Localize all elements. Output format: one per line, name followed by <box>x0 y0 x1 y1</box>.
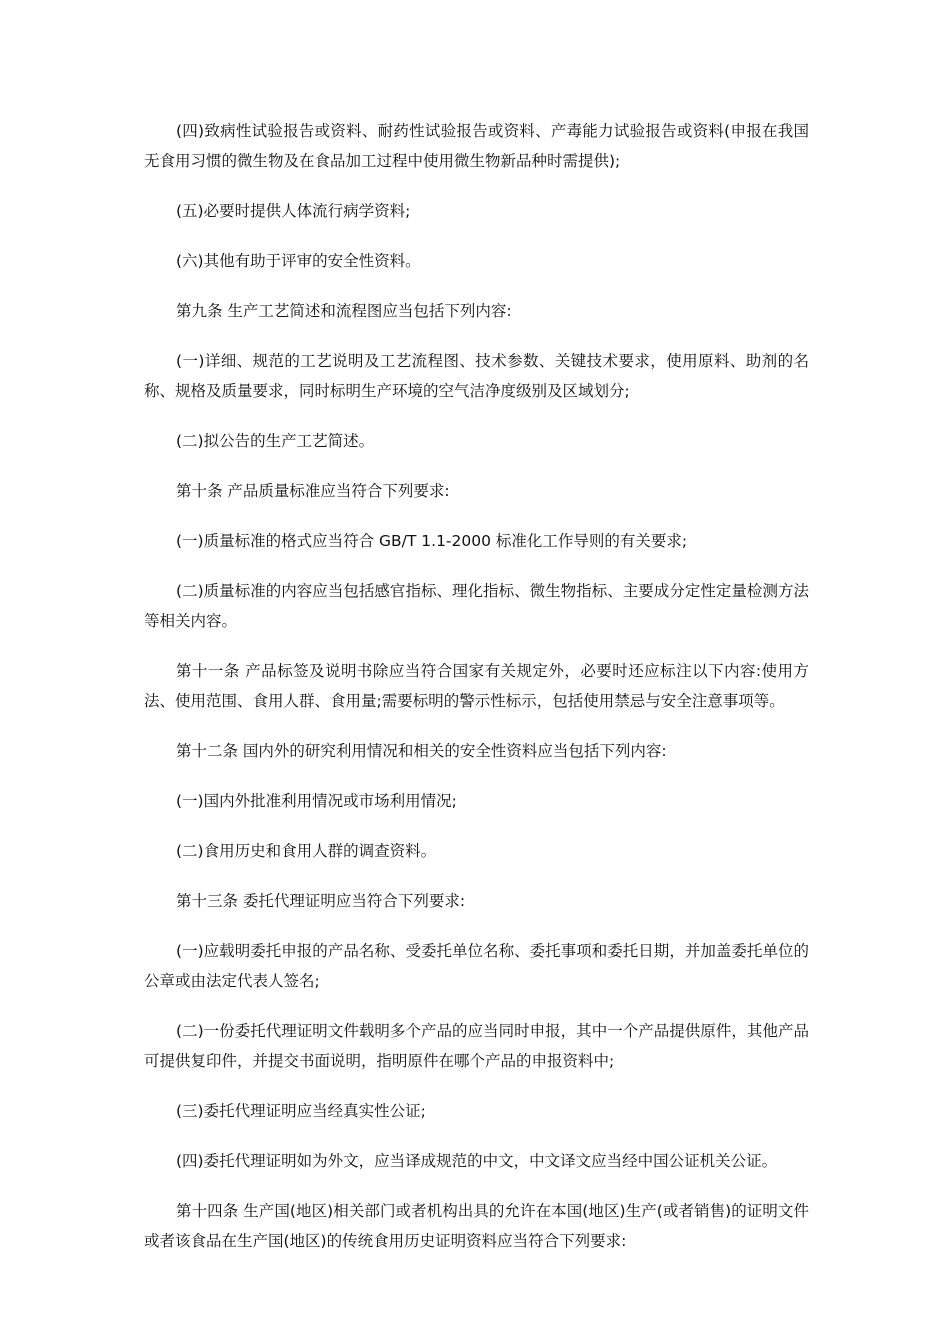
article-11: 第十一条 产品标签及说明书除应当符合国家有关规定外，必要时还应标注以下内容:使用方法、使用范围、食用人群、食用量;需要标明的警示性标示，包括使用禁忌与安全注意事项等。 <box>144 662 809 710</box>
article-10-heading: 第十条 产品质量标准应当符合下列要求: <box>176 482 450 500</box>
paragraph-item-5-epidemiology: (五)必要时提供人体流行病学资料; <box>176 202 411 220</box>
paragraph-item-4-pathogenicity: (四)致病性试验报告或资料、耐药性试验报告或资料、产毒能力试验报告或资料(申报在我国无食用习惯的微生物及在食品加工过程中使用微生物新品种时需提供); <box>144 122 809 170</box>
article-12-item-2: (二)食用历史和食用人群的调查资料。 <box>176 842 437 860</box>
article-9-item-2: (二)拟公告的生产工艺简述。 <box>176 432 375 450</box>
article-13-item-4: (四)委托代理证明如为外文，应当译成规范的中文，中文译文应当经中国公证机关公证。 <box>176 1152 778 1170</box>
article-13-item-1: (一)应载明委托申报的产品名称、受委托单位名称、委托事项和委托日期，并加盖委托单位的公章或由法定代表人签名; <box>144 942 809 990</box>
paragraph-item-6-other-safety: (六)其他有助于评审的安全性资料。 <box>176 252 421 270</box>
article-12-item-1: (一)国内外批准利用情况或市场利用情况; <box>176 792 457 810</box>
article-10-item-1: (一)质量标准的格式应当符合 GB/T 1.1-2000 标准化工作导则的有关要求; <box>176 532 688 550</box>
article-9-item-1: (一)详细、规范的工艺说明及工艺流程图、技术参数、关键技术要求，使用原料、助剂的名称、规格及质量要求，同时标明生产环境的空气洁净度级别及区域划分; <box>144 352 809 400</box>
article-13-item-3: (三)委托代理证明应当经真实性公证; <box>176 1102 426 1120</box>
article-14-heading: 第十四条 生产国(地区)相关部门或者机构出具的允许在本国(地区)生产(或者销售)的证明文件或者该食品在生产国(地区)的传统食用历史证明资料应当符合下列要求: <box>144 1202 809 1250</box>
document-page <box>144 116 809 1276</box>
article-10-item-2: (二)质量标准的内容应当包括感官指标、理化指标、微生物指标、主要成分定性定量检测方法等相关内容。 <box>144 582 809 630</box>
article-13-item-2: (二)一份委托代理证明文件载明多个产品的应当同时申报，其中一个产品提供原件，其他产品可提供复印件，并提交书面说明，指明原件在哪个产品的申报资料中; <box>144 1022 809 1070</box>
article-13-heading: 第十三条 委托代理证明应当符合下列要求: <box>176 892 466 910</box>
article-12-heading: 第十二条 国内外的研究利用情况和相关的安全性资料应当包括下列内容: <box>176 742 667 760</box>
article-9-heading: 第九条 生产工艺简述和流程图应当包括下列内容: <box>176 302 512 320</box>
